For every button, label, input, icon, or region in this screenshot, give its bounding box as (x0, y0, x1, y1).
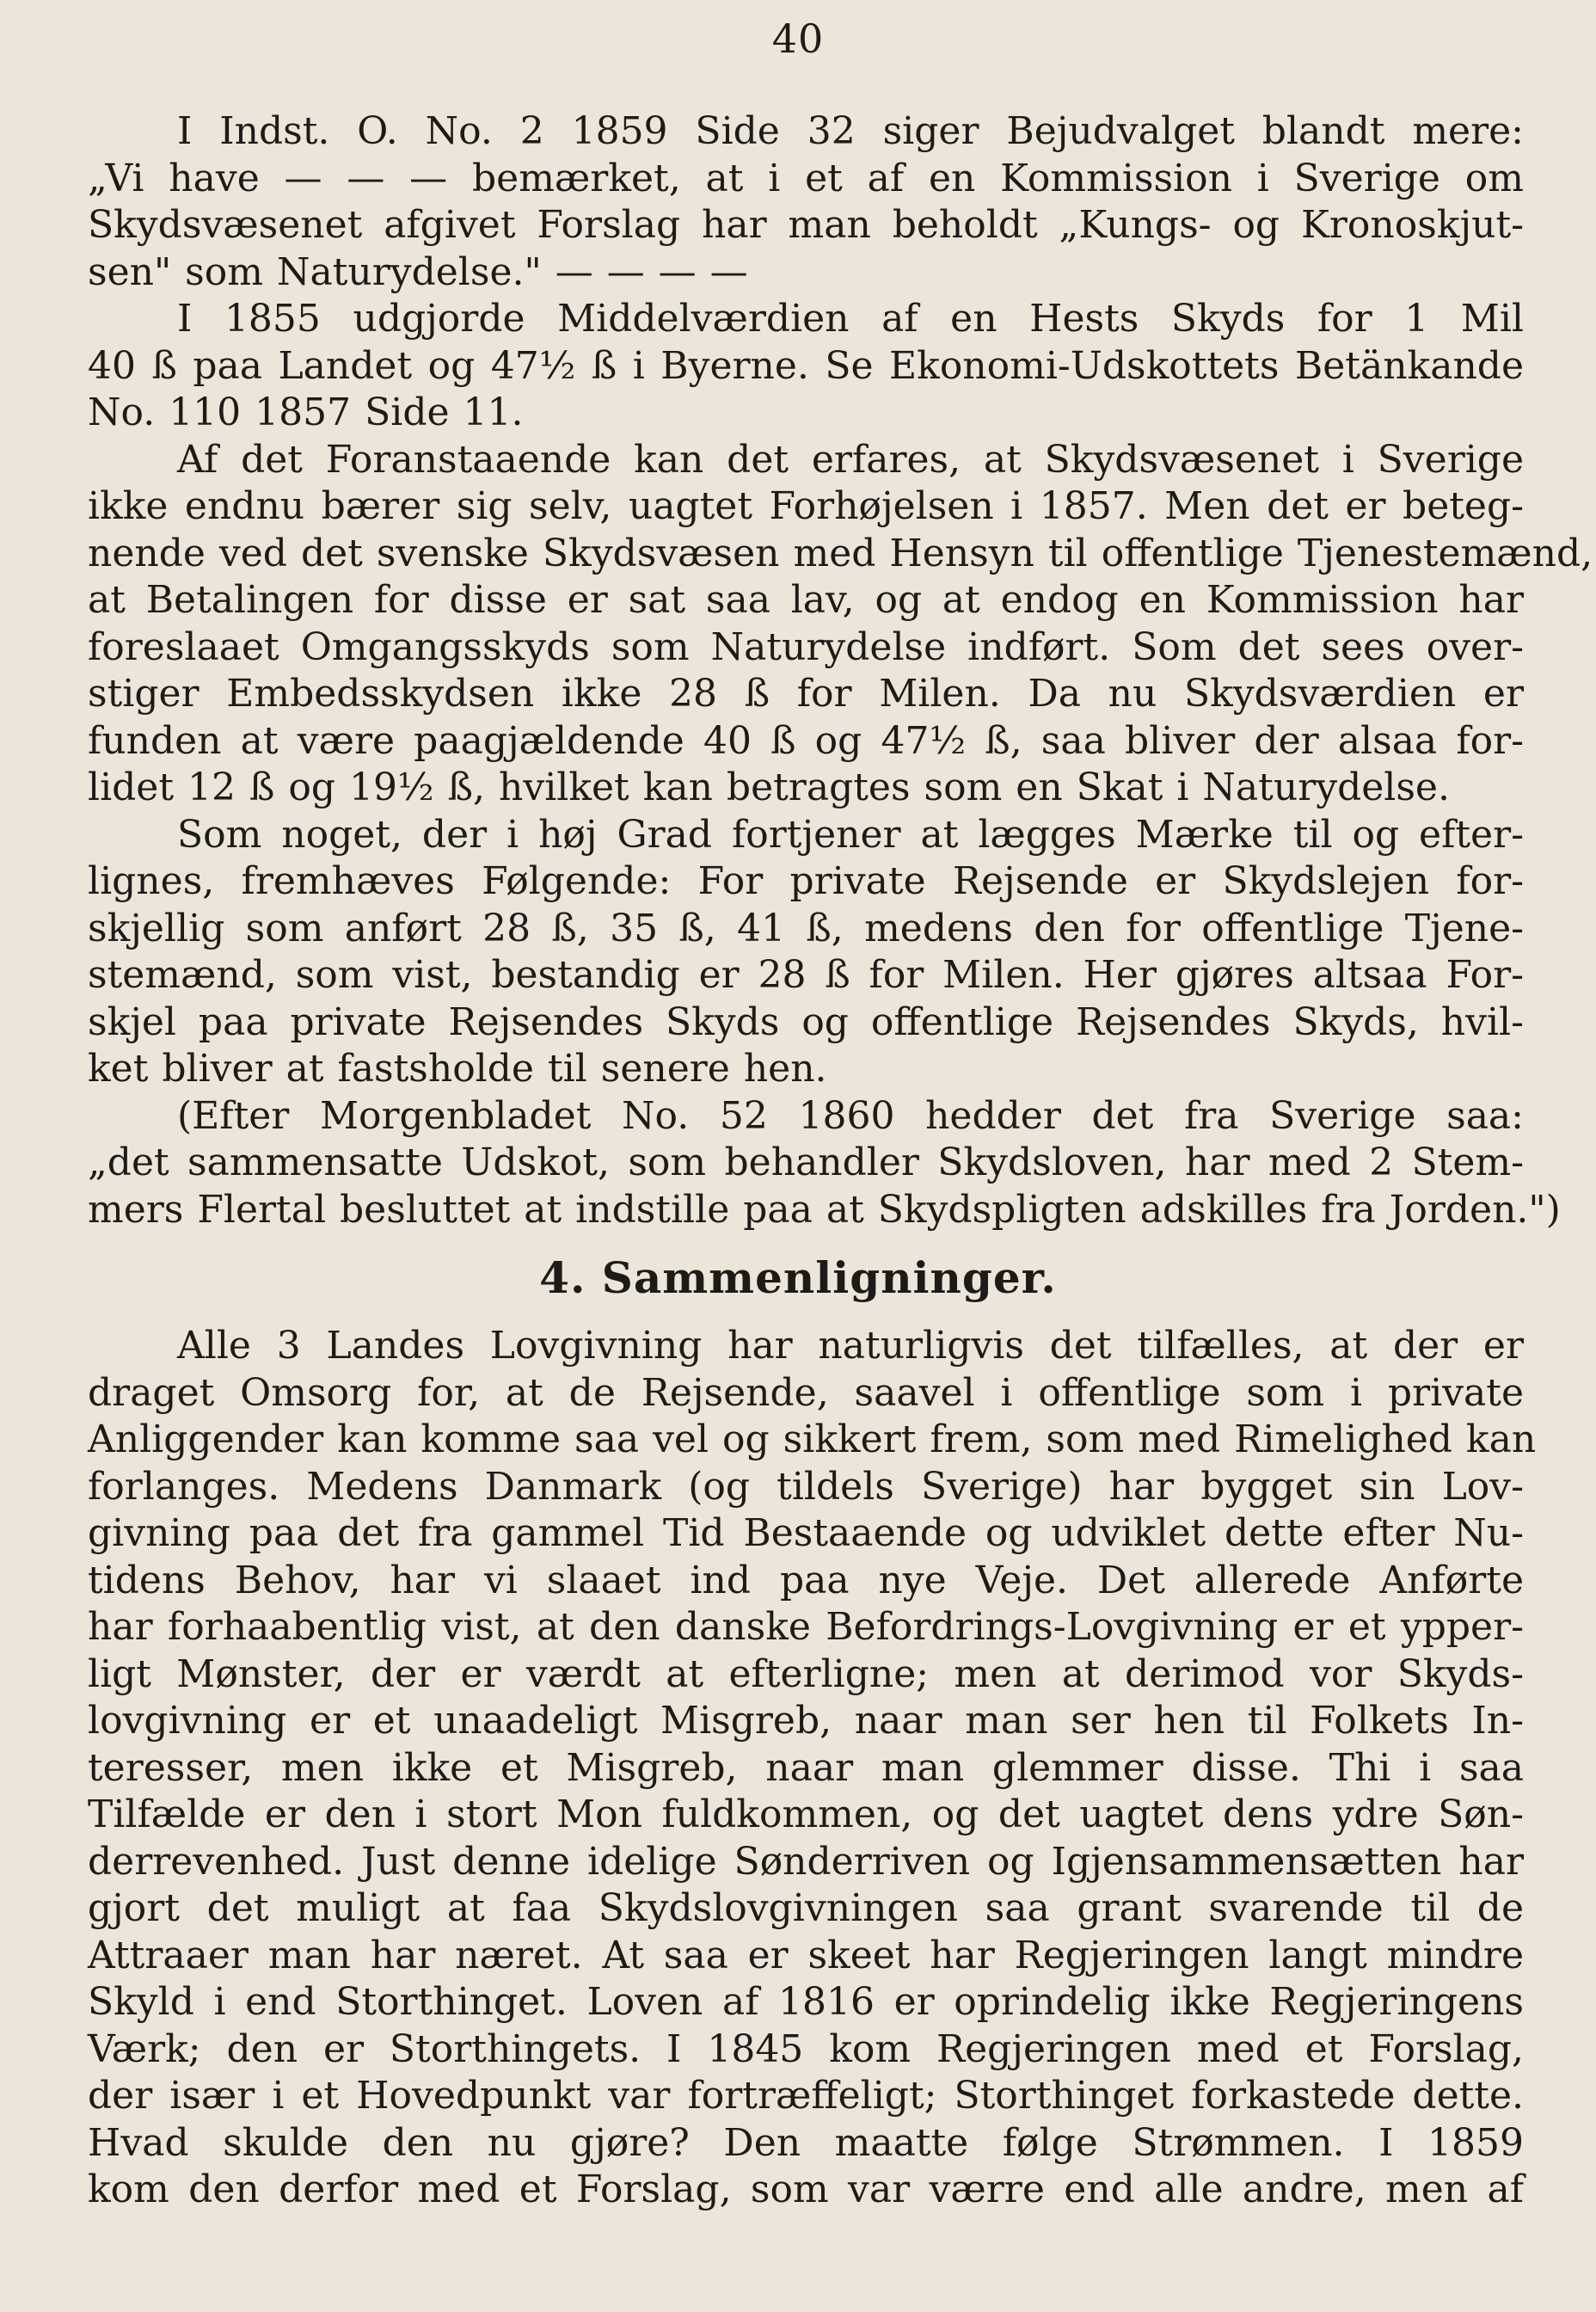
text-line: ligt Mønster, der er værdt at efterligne; men at derimod vor Skyds- (88, 1651, 1524, 1696)
section-heading: 4. Sammenligninger. (539, 1252, 1057, 1303)
page-number: 40 (771, 15, 825, 62)
text-line: „det sammensatte Udskot, som behandler Skydsloven, har med 2 Stem- (88, 1141, 1524, 1184)
text-line: 40 ß paa Landet og 47½ ß i Byerne. Se Ekonomi-Udskottets Betänkande (88, 343, 1524, 388)
text-line: lovgivning er et unaadeligt Misgreb, naar man ser hen til Folkets In- (88, 1699, 1524, 1743)
text-line: skjel paa private Rejsendes Skyds og offentlige Rejsendes Skyds, hvil- (88, 999, 1524, 1044)
text-line: kom den derfor med et Forslag, som var værre end alle andre, men af (88, 2168, 1524, 2211)
text-line: mers Flertal besluttet at indstille paa at Skydspligten adskilles fra Jorden.") (88, 1187, 1561, 1232)
text-line: derrevenhed. Just denne idelige Sønderriven og Igjensammensætten har (88, 1839, 1524, 1884)
text-line: forlanges. Medens Danmark (og tildels Sverige) har bygget sin Lov- (88, 1464, 1524, 1509)
text-line: stemænd, som vist, bestandig er 28 ß for Milen. Her gjøres altsaa For- (88, 953, 1524, 997)
text-line: skjellig som anført 28 ß, 35 ß, 41 ß, medens den for offentlige Tjene- (88, 906, 1524, 950)
text-line: at Betalingen for disse er sat saa lav, og at endog en Kommission har (88, 578, 1524, 622)
text-line: (Efter Morgenbladet No. 52 1860 hedder det fra Sverige saa: (177, 1093, 1524, 1138)
text-line: draget Omsorg for, at de Rejsende, saavel i offentlige som i private (88, 1370, 1524, 1415)
text-line: Alle 3 Landes Lovgivning har naturligvis det tilfælles, at der er (177, 1324, 1524, 1368)
text-line: lignes, fremhæves Følgende: For private Rejsende er Skydslejen for- (88, 859, 1524, 903)
text-line: Anliggender kan komme saa vel og sikkert frem, som med Rimelighed kan (88, 1417, 1537, 1461)
text-line: I Indst. O. No. 2 1859 Side 32 siger Bejudvalget blandt mere: (177, 109, 1524, 153)
text-line: sen" som Naturydelse." — — — — (88, 249, 748, 294)
text-line: Af det Foranstaaende kan det erfares, at Skydsvæsenet i Sverige (177, 437, 1524, 482)
text-line: givning paa det fra gammel Tid Bestaaende og udviklet dette efter Nu- (88, 1511, 1524, 1555)
text-line: tidens Behov, har vi slaaet ind paa nye Veje. Det allerede Anførte (88, 1558, 1524, 1602)
text-line: Skydsvæsenet afgivet Forslag har man beholdt „Kungs- og Kronoskjut- (88, 203, 1524, 247)
text-line: funden at være paagjældende 40 ß og 47½ ß, saa bliver der alsaa for- (88, 718, 1524, 763)
text-line: Som noget, der i høj Grad fortjener at lægges Mærke til og efter- (177, 812, 1524, 857)
text-line: stiger Embedsskydsen ikke 28 ß for Milen. Da nu Skydsværdien er (88, 672, 1524, 716)
text-line: No. 110 1857 Side 11. (88, 390, 524, 434)
text-line: Hvad skulde den nu gjøre? Den maatte følge Strømmen. I 1859 (88, 2120, 1524, 2165)
text-line: „Vi have — — — bemærket, at i et af en Kommission i Sverige om (88, 156, 1524, 200)
section-text-sammenligninger (88, 1323, 1537, 2214)
text-line: gjort det muligt at faa Skydslovgivningen saa grant svarende til de (88, 1886, 1524, 1930)
text-line: I 1855 udgjorde Middelværdien af en Hests Skyds for 1 Mil (177, 297, 1524, 341)
text-line: har forhaabentlig vist, at den danske Befordrings-Lovgivning er et ypper- (88, 1605, 1524, 1649)
section-text-skydsvaesen-sverige (88, 108, 1593, 1233)
text-line: teresser, men ikke et Misgreb, naar man glemmer disse. Thi i saa (88, 1745, 1524, 1790)
text-line: lidet 12 ß og 19½ ß, hvilket kan betragtes som en Skat i Naturydelse. (88, 766, 1450, 809)
text-line: ket bliver at fastsholde til senere hen. (88, 1047, 827, 1091)
text-line: Attraaer man har næret. At saa er skeet har Regjeringen langt mindre (88, 1933, 1524, 1977)
text-line: der især i et Hovedpunkt var fortræffeligt; Storthinget forkastede dette. (88, 2074, 1524, 2118)
text-line: Skyld i end Storthinget. Loven af 1816 er oprindelig ikke Regjeringens (88, 1980, 1524, 2024)
text-line: nende ved det svenske Skydsvæsen med Hensyn til offentlige Tjenestemænd, (88, 531, 1593, 575)
text-line: ikke endnu bærer sig selv, uagtet Forhøjelsen i 1857. Men det er beteg- (88, 484, 1524, 528)
text-line: Værk; den er Storthingets. I 1845 kom Regjeringen med et Forslag, (88, 2026, 1524, 2071)
text-line: Tilfælde er den i stort Mon fuldkommen, og det uagtet dens ydre Søn- (88, 1792, 1524, 1836)
text-line: foreslaaet Omgangsskyds som Naturydelse indført. Som det sees over- (88, 624, 1524, 669)
